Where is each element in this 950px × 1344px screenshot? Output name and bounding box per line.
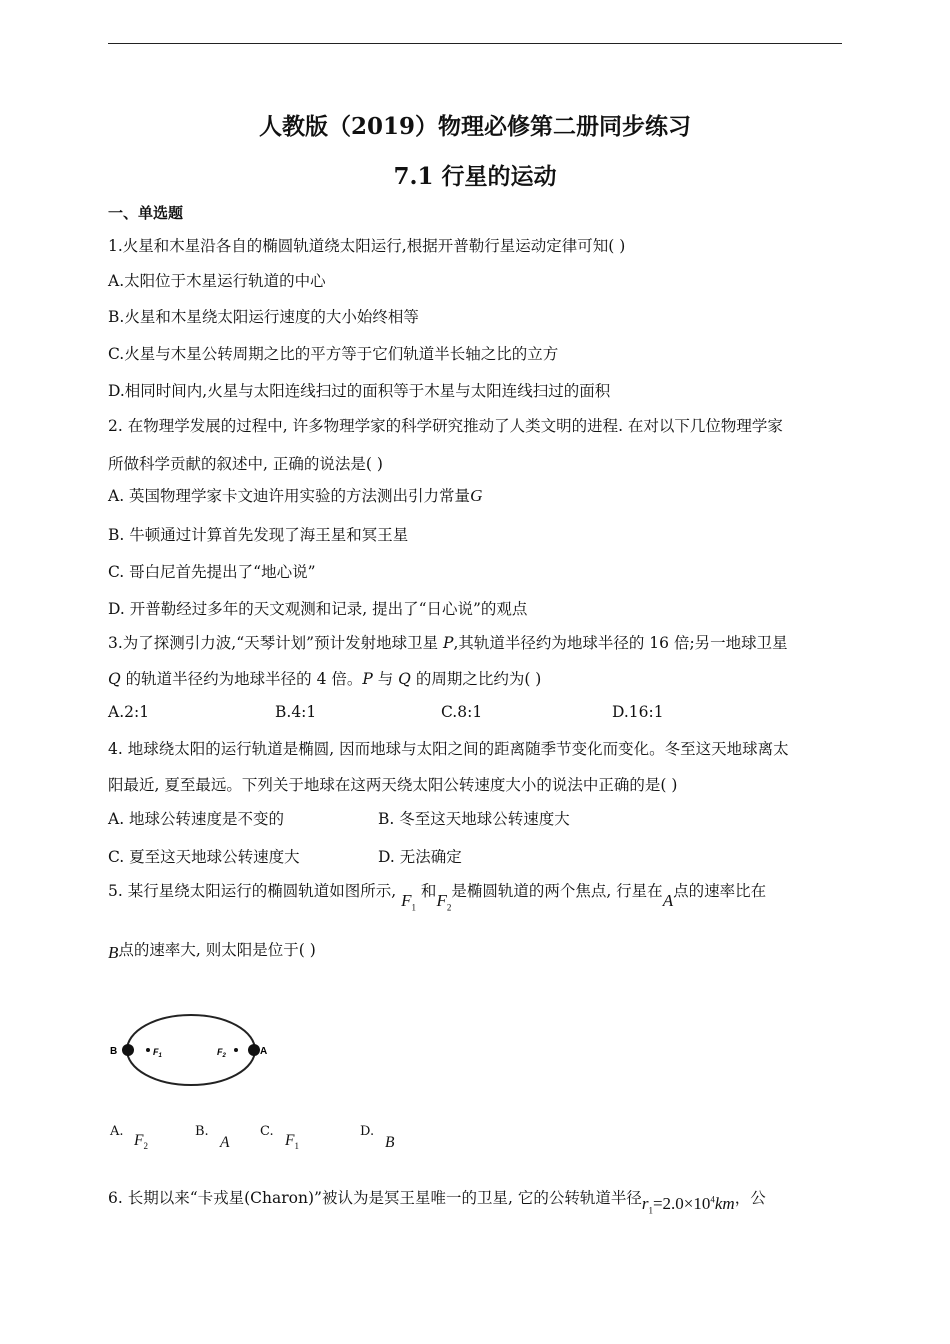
q5-stem-part: 和 bbox=[420, 882, 437, 900]
label-f1-var: F bbox=[153, 1047, 159, 1057]
q4-stem-line2: 阳最近, 夏至最远。下列关于地球在这两天绕太阳公转速度大小的说法中正确的是( ) bbox=[108, 776, 678, 794]
q5-option-c-sub: 1 bbox=[294, 1141, 299, 1152]
header-rule bbox=[108, 43, 842, 44]
q5-var-b: B bbox=[108, 943, 119, 962]
q4-option-c: C. 夏至这天地球公转速度大 bbox=[108, 848, 300, 866]
q5-var-a: A bbox=[662, 891, 674, 910]
q5-stem-part: 点的速率大, 则太阳是位于( ) bbox=[118, 941, 316, 959]
label-f1-sub: 1 bbox=[158, 1053, 162, 1059]
q5-f2 bbox=[436, 891, 452, 913]
q6-formula: =2.0×10 bbox=[652, 1194, 711, 1213]
q2-option-a-text: A. 英国物理学家卡文迪许用实验的方法测出引力常量 bbox=[108, 487, 471, 505]
q5-option-c-label: C. bbox=[260, 1124, 274, 1139]
label-f2 bbox=[217, 1047, 227, 1059]
q2-option-b: B. 牛顿通过计算首先发现了海王星和冥王星 bbox=[108, 526, 409, 544]
label-f2-var: F bbox=[217, 1047, 223, 1057]
q3-stem-line2 bbox=[108, 667, 541, 689]
q1-stem: 1.火星和木星沿各自的椭圆轨道绕太阳运行,根据开普勒行星运动定律可知( ) bbox=[108, 237, 626, 255]
label-b: B bbox=[110, 1046, 118, 1057]
q5-stem-part: 5. 某行星绕太阳运行的椭圆轨道如图所示, bbox=[108, 882, 397, 900]
q5-option-a-value bbox=[134, 1132, 148, 1151]
label-a: A bbox=[260, 1046, 268, 1057]
q3-option-d: D.16:1 bbox=[612, 703, 664, 721]
q1-option-a: A.太阳位于木星运行轨道的中心 bbox=[108, 272, 326, 290]
q5-f1-var: F bbox=[401, 891, 412, 910]
q2-option-d: D. 开普勒经过多年的天文观测和记录, 提出了“日心说”的观点 bbox=[108, 600, 528, 618]
q5-stem-part: 点的速率比在 bbox=[673, 882, 767, 900]
q6-stem-line1 bbox=[108, 1186, 766, 1216]
q3-stem-part: ,其轨道半径约为地球半径的 16 倍;另一地球卫星 bbox=[453, 634, 788, 652]
q5-option-a-sub: 2 bbox=[143, 1141, 148, 1152]
q6-r-var: r bbox=[641, 1194, 649, 1213]
q3-option-c: C.8:1 bbox=[441, 703, 483, 721]
q5-f1 bbox=[401, 891, 416, 913]
q2-stem-line2: 所做科学贡献的叙述中, 正确的说法是( ) bbox=[108, 455, 383, 473]
label-f2-sub: 2 bbox=[222, 1053, 226, 1059]
q6-radius-formula bbox=[641, 1194, 735, 1216]
q5-option-d-value: B bbox=[385, 1134, 395, 1151]
q5-option-a-label: A. bbox=[110, 1124, 124, 1139]
q5-option-c-var: F bbox=[285, 1132, 295, 1149]
focus-point-f1 bbox=[146, 1048, 150, 1052]
q3-stem-part: 的周期之比约为( ) bbox=[410, 670, 542, 688]
q3-var-q: Q bbox=[398, 670, 411, 688]
q3-stem-part: 与 bbox=[372, 670, 399, 688]
q3-var-p: P bbox=[362, 670, 373, 688]
q1-option-d: D.相同时间内,火星与太阳连线扫过的面积等于木星与太阳连线扫过的面积 bbox=[108, 382, 611, 400]
q4-option-b: B. 冬至这天地球公转速度大 bbox=[378, 810, 570, 828]
q3-stem-part: 3.为了探测引力波,“天琴计划”预计发射地球卫星 bbox=[108, 634, 443, 652]
focus-point-f2 bbox=[234, 1048, 238, 1052]
q5-option-d-label: D. bbox=[360, 1124, 375, 1139]
lesson-title: 7.1 行星的运动 bbox=[393, 163, 557, 190]
q3-var-p: P bbox=[443, 634, 454, 652]
q2-stem-line1: 2. 在物理学发展的过程中, 许多物理学家的科学研究推动了人类文明的进程. 在对以下几位物理学家 bbox=[108, 417, 783, 435]
planet-point-b bbox=[122, 1044, 134, 1056]
q4-stem-line1: 4. 地球绕太阳的运行轨道是椭圆, 因而地球与太阳之间的距离随季节变化而变化。冬至这天地球离太 bbox=[108, 740, 789, 758]
section-heading: 一、单选题 bbox=[108, 204, 184, 222]
q6-stem-part: ，公 bbox=[734, 1189, 766, 1207]
q1-option-b: B.火星和木星绕太阳运行速度的大小始终相等 bbox=[108, 308, 419, 326]
q5-stem-line1 bbox=[108, 879, 767, 913]
q2-option-a-var: G bbox=[470, 486, 483, 505]
q2-option-c: C. 哥白尼首先提出了“地心说” bbox=[108, 563, 316, 581]
q3-var-q: Q bbox=[108, 670, 121, 688]
q6-r-sub: 1 bbox=[648, 1205, 653, 1216]
q3-stem-line1 bbox=[108, 631, 788, 653]
q2-option-a bbox=[108, 484, 482, 506]
q5-stem-line2 bbox=[108, 938, 316, 960]
orbit-diagram bbox=[108, 1008, 278, 1092]
planet-point-a bbox=[248, 1044, 260, 1056]
q5-option-b-value: A bbox=[220, 1134, 230, 1151]
q5-stem-part: 是椭圆轨道的两个焦点, 行星在 bbox=[451, 882, 663, 900]
q4-option-a: A. 地球公转速度是不变的 bbox=[108, 810, 285, 828]
q4-option-d: D. 无法确定 bbox=[378, 848, 462, 866]
q5-f2-var: F bbox=[436, 891, 447, 910]
q5-option-b-label: B. bbox=[195, 1124, 209, 1139]
q6-formula-exp: 4 bbox=[710, 1194, 715, 1205]
q1-option-c: C.火星与木星公转周期之比的平方等于它们轨道半长轴之比的立方 bbox=[108, 345, 559, 363]
q6-unit: km bbox=[714, 1194, 735, 1213]
q6-stem-part: 6. 长期以来“卡戎星(Charon)”被认为是冥王星唯一的卫星, 它的公转轨道半径 bbox=[108, 1189, 642, 1207]
q5-f2-sub: 2 bbox=[446, 902, 452, 913]
q3-stem-part: 的轨道半径约为地球半径的 4 倍。 bbox=[120, 670, 363, 688]
q5-option-c-value bbox=[285, 1132, 299, 1151]
q3-option-b: B.4:1 bbox=[275, 703, 317, 721]
document-title: 人教版（2019）物理必修第二册同步练习 bbox=[258, 113, 691, 140]
q5-f1-sub: 1 bbox=[411, 902, 416, 913]
label-f1 bbox=[153, 1047, 163, 1059]
q5-option-a-var: F bbox=[134, 1132, 144, 1149]
q3-option-a: A.2:1 bbox=[108, 703, 150, 721]
